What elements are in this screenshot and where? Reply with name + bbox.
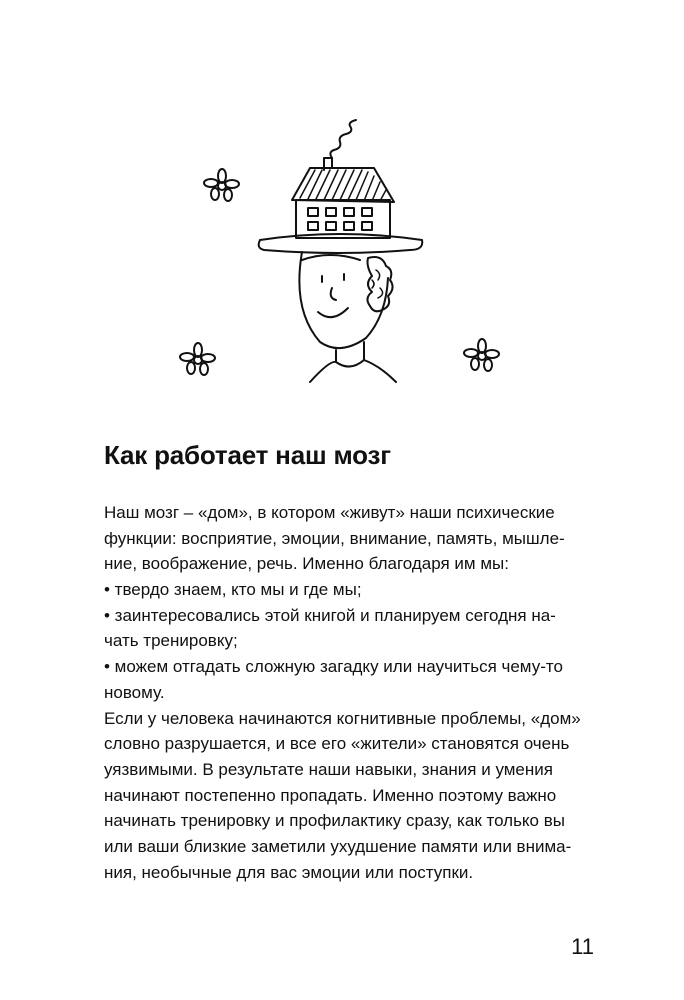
text-line: новому. [104,682,165,702]
text-line: начинать тренировку и профилактику сразу, как только вы [104,811,565,831]
text-line: функции: восприятие, эмоции, внимание, память, мышле- [104,528,565,548]
text-line: Наш мозг – «дом», в котором «живут» наши психические [104,503,555,522]
text-line: чать тренировку; [104,631,238,651]
text-line: • можем отгадать сложную загадку или научиться чему-то [104,657,563,677]
hat-brim-icon [259,234,423,253]
text-line: ние, воображение, речь. Именно благодаря им мы: [104,554,509,574]
page-number: 11 [571,934,594,959]
text-line: • заинтересовались этой книгой и планируем сегодня на- [104,605,556,625]
text-line: • твердо знаем, кто мы и где мы; [104,580,362,600]
flower-doodle-icon [464,339,499,371]
text-line: ния, необычные для вас эмоции или поступки. [104,862,474,882]
body-text [104,500,604,885]
text-line: уязвимыми. В результате наши навыки, знания и умения [104,759,553,779]
flower-doodle-icon [204,169,239,201]
text-line: начинают постепенно пропадать. Именно поэтому важно [104,785,557,805]
flower-doodle-icon [180,343,215,375]
illustration-man-with-house-hat [160,110,520,400]
hair-icon [367,257,392,311]
eyes-icon [322,274,344,282]
section-heading: Как работает наш мозг [104,440,391,470]
text-line: или ваши близкие заметили ухудшение памяти или внима- [104,836,572,856]
text-line: Если у человека начинаются когнитивные проблемы, «дом» [104,708,581,728]
house-icon [296,200,390,238]
smile-icon [318,308,348,317]
smoke-icon [330,120,356,158]
shoulders-icon [310,360,396,382]
text-line: словно разрушается, и все его «жители» становятся очень [104,734,570,754]
head-icon [299,252,388,348]
